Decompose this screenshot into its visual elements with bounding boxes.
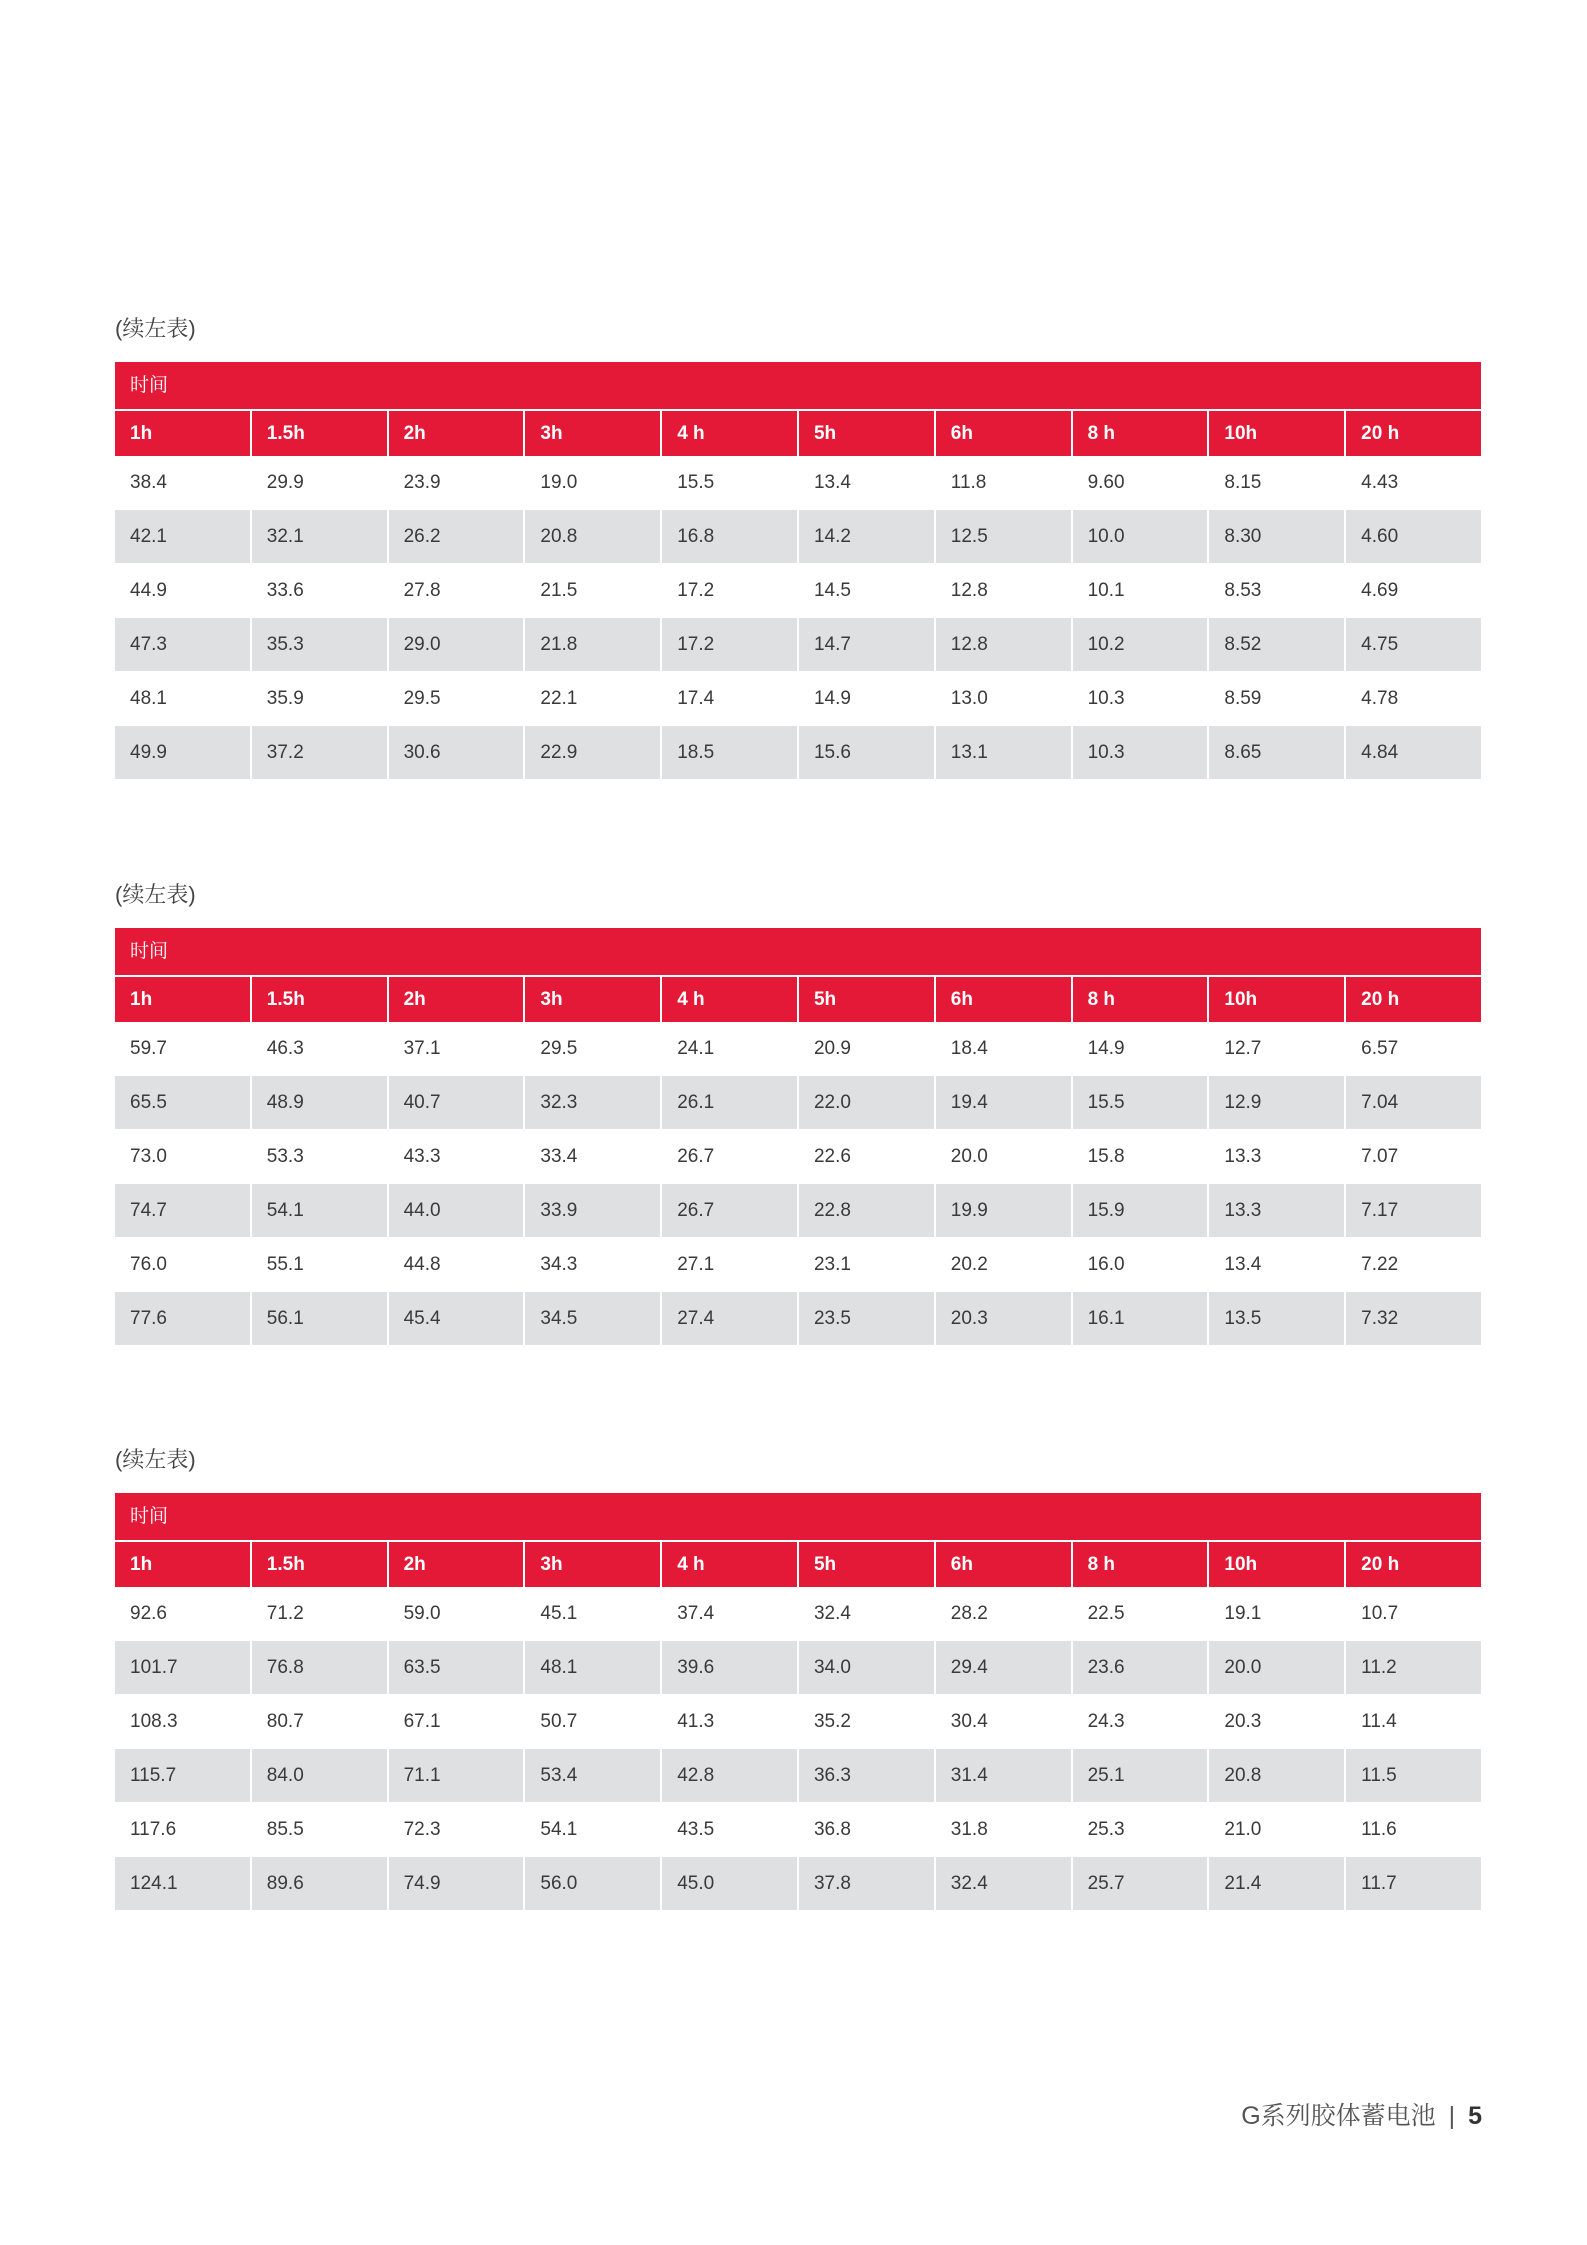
table-cell: 29.0 [389,618,526,671]
table-cell: 71.2 [252,1587,389,1640]
table-cell: 11.6 [1361,1819,1397,1840]
column-header: 1h [115,411,252,456]
table-cell: 32.4 [936,1857,1073,1910]
table-cell: 49.9 [115,726,252,779]
table-cell: 33.9 [525,1184,662,1237]
table-cell: 20.3 [936,1292,1073,1345]
table-cell: 4.78 [1361,688,1399,709]
table-cell: 8.30 [1209,510,1346,563]
table-cell: 36.8 [799,1803,936,1856]
table-cell: 27.8 [389,564,526,617]
table-row [115,509,1481,563]
column-header: 10h [1209,1542,1346,1587]
table-cell: 33.6 [252,564,389,617]
table-cell: 37.1 [389,1022,526,1075]
column-header: 2h [389,977,526,1022]
table-row [115,671,1481,725]
table-cell: 32.3 [525,1076,662,1129]
table-cell: 30.4 [936,1695,1073,1748]
table-cell: 80.7 [252,1695,389,1748]
table-cell: 4.69 [1361,580,1399,601]
column-header: 20 h [1361,1554,1400,1575]
table-cell: 33.4 [525,1130,662,1183]
table-cell: 14.2 [799,510,936,563]
column-header: 1h [115,977,252,1022]
table-cell: 12.8 [936,618,1073,671]
table-cell: 56.1 [252,1292,389,1345]
table-cell: 72.3 [389,1803,526,1856]
table-cell: 40.7 [389,1076,526,1129]
column-header: 5h [799,1542,936,1587]
table-row [115,1694,1481,1748]
table-cell: 4.60 [1361,526,1399,547]
table-cell: 16.0 [1073,1238,1210,1291]
table-cell: 108.3 [115,1695,252,1748]
table-cell: 19.4 [936,1076,1073,1129]
table-cell: 39.6 [662,1641,799,1694]
table-cell: 42.8 [662,1749,799,1802]
table-cell: 20.2 [936,1238,1073,1291]
table-cell: 8.65 [1209,726,1346,779]
table-cell: 25.7 [1073,1857,1210,1910]
table-cell: 38.4 [115,456,252,509]
table-cell: 13.1 [936,726,1073,779]
table-row [115,1075,1481,1129]
table-cell: 8.52 [1209,618,1346,671]
table-cell: 16.1 [1073,1292,1210,1345]
table-cell: 25.3 [1073,1803,1210,1856]
table-cell: 48.1 [115,672,252,725]
table-cell: 25.1 [1073,1749,1210,1802]
table-cell: 54.1 [252,1184,389,1237]
footer-title: G系列胶体蓄电池 [1241,2102,1436,2130]
table-cell: 22.5 [1073,1587,1210,1640]
time-header: 时间 [115,1493,1481,1540]
table-body [115,1587,1481,1910]
table-cell: 14.5 [799,564,936,617]
table-cell: 35.9 [252,672,389,725]
column-header: 1.5h [252,411,389,456]
table-cell: 29.9 [252,456,389,509]
table-cell: 124.1 [115,1857,252,1910]
table-cell: 41.3 [662,1695,799,1748]
table-cell: 26.2 [389,510,526,563]
table-cell: 47.3 [115,618,252,671]
column-header: 8 h [1073,1542,1210,1587]
column-header: 8 h [1073,977,1210,1022]
table-cell: 28.2 [936,1587,1073,1640]
time-header: 时间 [115,362,1481,409]
table-cell: 48.9 [252,1076,389,1129]
table-cell: 34.5 [525,1292,662,1345]
table-cell: 34.0 [799,1641,936,1694]
table-cell: 12.5 [936,510,1073,563]
table-body [115,1022,1481,1345]
table-cell: 37.8 [799,1857,936,1910]
table-cell: 30.6 [389,726,526,779]
table-row [115,1022,1481,1075]
column-header: 1.5h [252,1542,389,1587]
table-cell: 10.2 [1073,618,1210,671]
column-header: 4 h [662,1542,799,1587]
table-cell: 71.1 [389,1749,526,1802]
table-cell: 44.9 [115,564,252,617]
table-cell: 50.7 [525,1695,662,1748]
table-cell: 13.3 [1209,1184,1346,1237]
table-cell: 17.2 [662,564,799,617]
table-cell: 37.2 [252,726,389,779]
column-header: 2h [389,411,526,456]
table-cell: 20.0 [936,1130,1073,1183]
table-cell: 101.7 [115,1641,252,1694]
column-header: 4 h [662,411,799,456]
table-cell: 36.3 [799,1749,936,1802]
table-row [115,456,1481,509]
table-cell: 31.4 [936,1749,1073,1802]
table-row [115,1856,1481,1910]
table-row [115,1183,1481,1237]
table-cell: 85.5 [252,1803,389,1856]
table-cell: 42.1 [115,510,252,563]
table-cell: 63.5 [389,1641,526,1694]
table-cell: 23.9 [389,456,526,509]
table-cell: 56.0 [525,1857,662,1910]
table-cell: 18.4 [936,1022,1073,1075]
table-cell: 6.57 [1361,1038,1399,1059]
table-cell: 16.8 [662,510,799,563]
table-cell: 22.9 [525,726,662,779]
table-cell: 29.5 [525,1022,662,1075]
table-cell: 15.8 [1073,1130,1210,1183]
table-cell: 76.8 [252,1641,389,1694]
column-header: 3h [525,411,662,456]
table-caption: (续左表) [115,882,196,907]
column-header-row [115,1540,1481,1587]
table-cell: 23.5 [799,1292,936,1345]
table-cell: 17.2 [662,618,799,671]
table-row [115,1748,1481,1802]
table-block-3 [115,1443,1481,1910]
time-header: 时间 [115,928,1481,975]
table-cell: 20.8 [525,510,662,563]
table-cell: 53.4 [525,1749,662,1802]
table-cell: 55.1 [252,1238,389,1291]
column-header: 3h [525,1542,662,1587]
table-block-1 [115,312,1481,779]
table-cell: 22.1 [525,672,662,725]
table-cell: 22.8 [799,1184,936,1237]
table-cell: 74.7 [115,1184,252,1237]
table-cell: 26.7 [662,1130,799,1183]
table-cell: 54.1 [525,1803,662,1856]
table-cell: 65.5 [115,1076,252,1129]
table-cell: 15.5 [1073,1076,1210,1129]
table-row [115,725,1481,779]
table-cell: 31.8 [936,1803,1073,1856]
table-cell: 19.0 [525,456,662,509]
column-header: 6h [936,411,1073,456]
table-cell: 11.8 [936,456,1073,509]
column-header: 4 h [662,977,799,1022]
table-row [115,1237,1481,1291]
table-cell: 12.7 [1209,1022,1346,1075]
table-cell: 53.3 [252,1130,389,1183]
table-cell: 76.0 [115,1238,252,1291]
table-cell: 13.3 [1209,1130,1346,1183]
column-header: 20 h [1361,989,1400,1010]
footer-separator: | [1448,2102,1456,2130]
table-cell: 14.9 [799,672,936,725]
table-cell: 21.8 [525,618,662,671]
table-cell: 92.6 [115,1587,252,1640]
table-cell: 12.9 [1209,1076,1346,1129]
table-cell: 7.04 [1361,1092,1399,1113]
table-cell: 10.3 [1073,726,1210,779]
table-cell: 10.1 [1073,564,1210,617]
table-block-2 [115,878,1481,1345]
column-header: 20 h [1361,423,1400,444]
table-cell: 7.32 [1361,1308,1399,1329]
table-cell: 7.07 [1361,1146,1399,1167]
column-header: 6h [936,1542,1073,1587]
column-header: 1h [115,1542,252,1587]
table-caption: (续左表) [115,316,196,341]
table-cell: 11.7 [1361,1873,1397,1894]
table-cell: 23.1 [799,1238,936,1291]
table-cell: 20.3 [1209,1695,1346,1748]
table-cell: 89.6 [252,1857,389,1910]
table-cell: 15.5 [662,456,799,509]
table-cell: 10.0 [1073,510,1210,563]
table-body [115,456,1481,779]
table-cell: 27.1 [662,1238,799,1291]
table-cell: 43.5 [662,1803,799,1856]
table-cell: 8.59 [1209,672,1346,725]
page-number: 5 [1468,2102,1482,2130]
table-cell: 13.5 [1209,1292,1346,1345]
table-cell: 14.9 [1073,1022,1210,1075]
table-cell: 32.1 [252,510,389,563]
table-row [115,1802,1481,1856]
table-cell: 117.6 [115,1803,252,1856]
table-cell: 59.7 [115,1022,252,1075]
table-cell: 48.1 [525,1641,662,1694]
table-cell: 4.84 [1361,742,1399,763]
table-cell: 7.22 [1361,1254,1399,1275]
table-cell: 34.3 [525,1238,662,1291]
table-cell: 23.6 [1073,1641,1210,1694]
table-cell: 10.7 [1361,1603,1399,1624]
table-cell: 44.8 [389,1238,526,1291]
column-header: 5h [799,411,936,456]
table-row [115,1291,1481,1345]
table-cell: 21.5 [525,564,662,617]
table-cell: 13.0 [936,672,1073,725]
table-cell: 45.4 [389,1292,526,1345]
table-row [115,1640,1481,1694]
table-cell: 44.0 [389,1184,526,1237]
column-header: 2h [389,1542,526,1587]
table-cell: 20.0 [1209,1641,1346,1694]
table-cell: 11.2 [1361,1657,1397,1678]
table-caption: (续左表) [115,1447,196,1472]
column-header: 6h [936,977,1073,1022]
table-cell: 13.4 [799,456,936,509]
table-cell: 45.1 [525,1587,662,1640]
table-row [115,1587,1481,1640]
table-cell: 18.5 [662,726,799,779]
table-cell: 29.5 [389,672,526,725]
table-cell: 13.4 [1209,1238,1346,1291]
table-cell: 20.9 [799,1022,936,1075]
table-cell: 77.6 [115,1292,252,1345]
table-cell: 15.6 [799,726,936,779]
table-cell: 32.4 [799,1587,936,1640]
column-header: 5h [799,977,936,1022]
table-cell: 14.7 [799,618,936,671]
table-cell: 9.60 [1073,456,1210,509]
table-cell: 26.1 [662,1076,799,1129]
column-header-row [115,409,1481,456]
table-cell: 74.9 [389,1857,526,1910]
table-cell: 26.7 [662,1184,799,1237]
table-cell: 4.43 [1361,472,1399,493]
table-cell: 67.1 [389,1695,526,1748]
page-footer [1241,2096,1482,2132]
table-row [115,617,1481,671]
table-row [115,563,1481,617]
table-cell: 22.6 [799,1130,936,1183]
table-cell: 22.0 [799,1076,936,1129]
table-cell: 21.0 [1209,1803,1346,1856]
table-cell: 45.0 [662,1857,799,1910]
table-cell: 19.1 [1209,1587,1346,1640]
table-cell: 7.17 [1361,1200,1399,1221]
table-cell: 4.75 [1361,634,1399,655]
table-cell: 73.0 [115,1130,252,1183]
table-cell: 29.4 [936,1641,1073,1694]
table-cell: 20.8 [1209,1749,1346,1802]
column-header-row [115,975,1481,1022]
table-cell: 15.9 [1073,1184,1210,1237]
table-cell: 11.5 [1361,1765,1397,1786]
table-cell: 24.3 [1073,1695,1210,1748]
table-cell: 115.7 [115,1749,252,1802]
table-cell: 12.8 [936,564,1073,617]
table-cell: 37.4 [662,1587,799,1640]
table-cell: 10.3 [1073,672,1210,725]
table-cell: 24.1 [662,1022,799,1075]
table-cell: 35.2 [799,1695,936,1748]
table-cell: 84.0 [252,1749,389,1802]
table-cell: 11.4 [1361,1711,1397,1732]
table-cell: 27.4 [662,1292,799,1345]
table-cell: 19.9 [936,1184,1073,1237]
column-header: 1.5h [252,977,389,1022]
table-cell: 17.4 [662,672,799,725]
column-header: 8 h [1073,411,1210,456]
table-cell: 35.3 [252,618,389,671]
table-cell: 43.3 [389,1130,526,1183]
table-row [115,1129,1481,1183]
column-header: 3h [525,977,662,1022]
column-header: 10h [1209,977,1346,1022]
table-cell: 21.4 [1209,1857,1346,1910]
table-cell: 8.53 [1209,564,1346,617]
table-cell: 8.15 [1209,456,1346,509]
table-cell: 59.0 [389,1587,526,1640]
table-cell: 46.3 [252,1022,389,1075]
column-header: 10h [1209,411,1346,456]
